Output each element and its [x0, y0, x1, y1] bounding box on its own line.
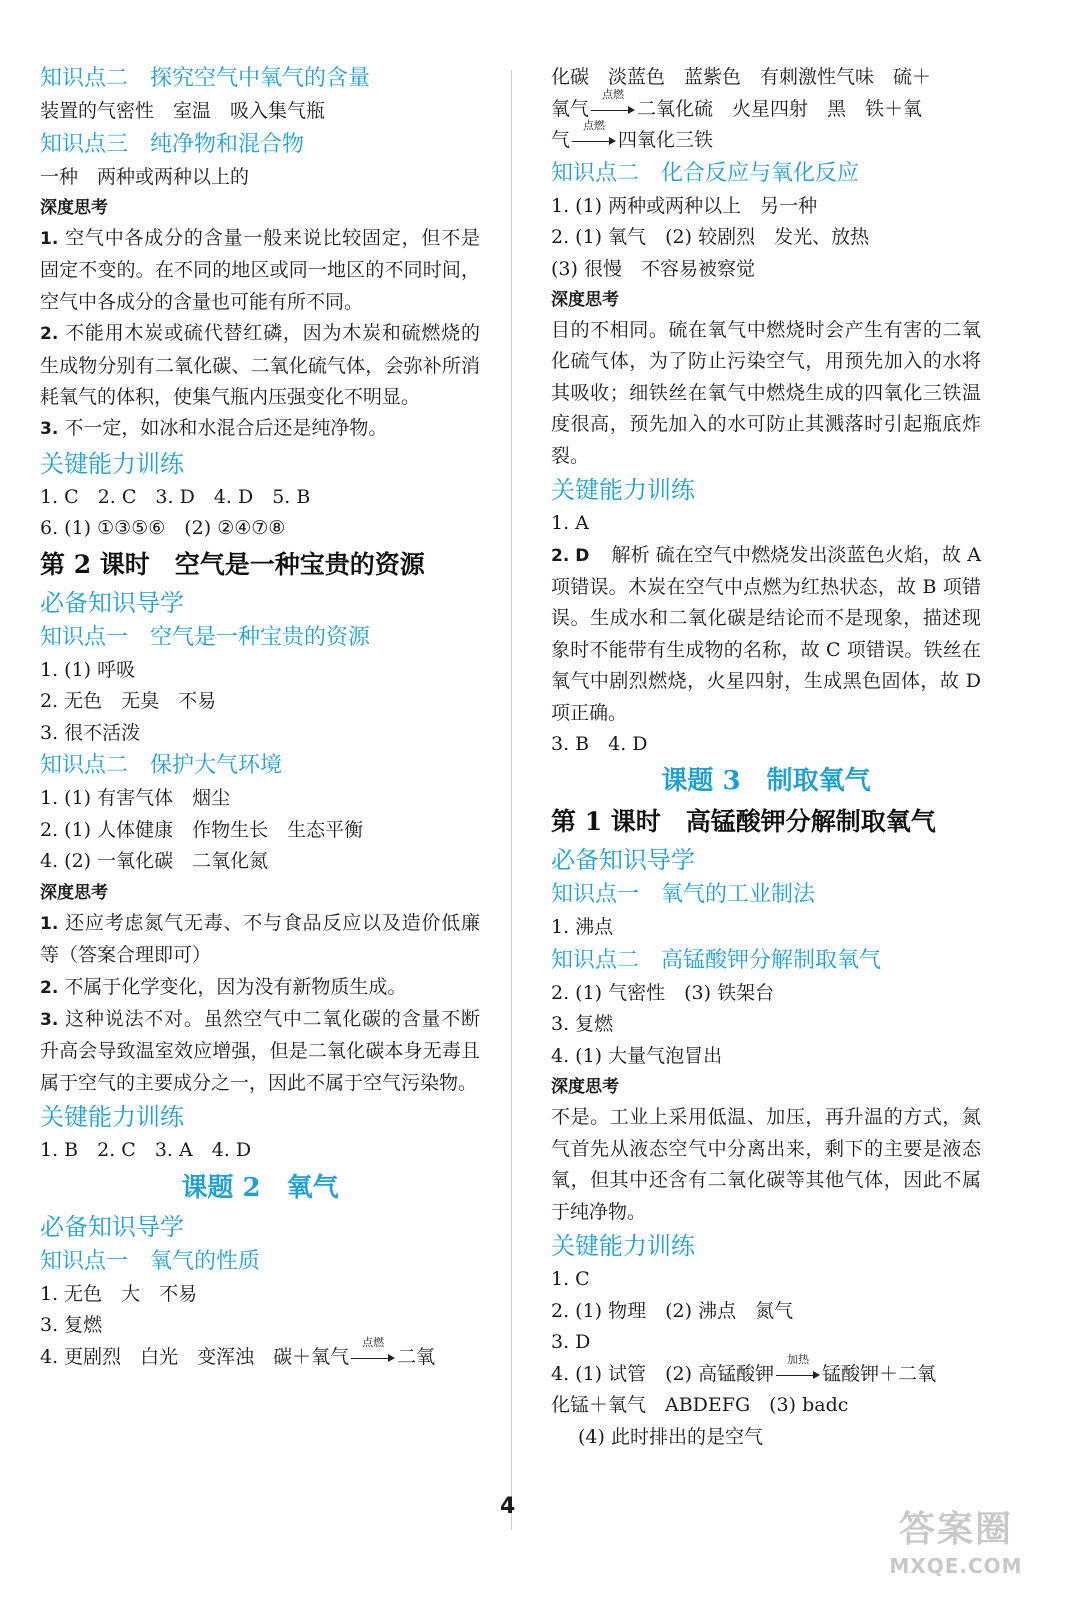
- answer-number: 2. D: [551, 545, 590, 566]
- column-divider: [511, 70, 512, 1530]
- equation-product: 二氧化硫 火星四射 黑 铁＋氧: [637, 97, 923, 120]
- key-ability-answer-2: [551, 540, 981, 729]
- reaction-arrow-icon: [776, 1352, 820, 1382]
- kp2-answer-1: 1. (1) 两种或两种以上 另一种: [551, 194, 818, 217]
- deep-thinking-answer-1: [40, 908, 480, 972]
- answer-text: 不一定，如冰和水混合后还是纯净物。: [64, 417, 388, 440]
- continued-line-3: [551, 119, 981, 157]
- continued-line-1: 化碳 淡蓝色 蓝紫色 有刺激性气味 硫＋: [551, 66, 932, 88]
- answer-text: 还应考虑氮气无毒、不与食品反应以及造价低廉等（答案合理即可）: [40, 911, 480, 967]
- answer-text: 不属于化学变化，因为没有新物质生成。: [64, 975, 407, 998]
- knowledge-guide-heading: 必备知识导学: [551, 846, 695, 875]
- kp2b-heading: 知识点二 高锰酸钾分解制取氧气: [551, 947, 882, 973]
- kp3-heading: 知识点三 纯净物和混合物: [40, 131, 305, 157]
- key-ability-answer-3: 3. B 4. D: [551, 732, 648, 755]
- deep-thinking-answer-1: [40, 223, 480, 318]
- kp1-heading: 知识点一 氧气的工业制法: [551, 882, 816, 908]
- answer-number: 2.: [40, 324, 59, 345]
- deep-thinking-heading: 深度思考: [551, 290, 619, 310]
- kp2-answer-2: 2. (1) 氧气 (2) 较剧烈 发光、放热: [551, 226, 870, 248]
- deep-thinking-heading: 深度思考: [551, 1077, 619, 1098]
- reaction-condition: 加热: [787, 1352, 810, 1366]
- page-number: 4: [500, 1494, 516, 1519]
- knowledge-guide-heading: 必备知识导学: [40, 588, 184, 617]
- key-ability-heading: 关键能力训练: [551, 1232, 695, 1261]
- key-ability-answers-b: 6. (1) ①③⑤⑥ (2) ②④⑦⑧: [40, 517, 286, 540]
- kp1c-heading: 知识点一 氧气的性质: [40, 1248, 261, 1274]
- kp1-answer-1: 1. (1) 呼吸: [40, 658, 136, 681]
- equation-text: 气: [551, 129, 571, 151]
- kp2b-answer-2: 2. (1) 人体健康 作物生长 生态平衡: [40, 818, 364, 841]
- equation-text: 4. 更剧烈 白光 变浑浊 碳＋氧气: [40, 1345, 350, 1368]
- kp1c-answer-3: 3. 复燃: [40, 1314, 103, 1337]
- deep-thinking-heading: 深度思考: [40, 198, 108, 218]
- kp2-heading: 知识点二 探究空气中氧气的含量: [40, 66, 371, 91]
- lesson-1-title: 第 1 课时 高锰酸钾分解制取氧气: [551, 807, 936, 837]
- left-column: [40, 62, 480, 1373]
- deep-thinking-answer-2: [40, 972, 480, 1004]
- answer-number: 3.: [40, 419, 59, 440]
- equation-product: 锰酸钾＋二氧: [822, 1362, 937, 1385]
- key-ability-heading: 关键能力训练: [40, 449, 184, 478]
- knowledge-guide-heading: 必备知识导学: [40, 1212, 184, 1241]
- key-ability-heading: 关键能力训练: [551, 476, 695, 505]
- key-ability-answer-1: 1. C: [551, 1268, 590, 1291]
- reaction-condition: 点燃: [602, 87, 625, 101]
- answer-text: 空气中各成分的含量一般来说比较固定，但不是固定不变的。在不同的地区或同一地区的不同时间，空气中各成分的含量也可能有所不同。: [40, 227, 480, 313]
- answer-number: 1.: [40, 229, 59, 249]
- analysis-text: 硫在空气中燃烧发出淡蓝色火焰，故 A 项错误。木炭在空气中点燃为红热状态，故 B 项错误。生成水和二氧化碳是结论而不是现象，描述现象时不能带有生成物的名称，故 C 项错误。铁丝在氧气中剧烈燃烧，火星四射，生成黑色固体，故 D 项正确。: [551, 543, 981, 724]
- kp1-answer-3: 3. 很不活泼: [40, 721, 141, 744]
- lesson-2-title: 第 2 课时 空气是一种宝贵的资源: [40, 549, 425, 579]
- key-ability-answer-3: 3. D: [551, 1331, 591, 1354]
- watermark-logo-text: 答案圈: [898, 1509, 1013, 1550]
- kp2b-heading: 知识点二 保护大气环境: [40, 753, 283, 779]
- right-column: [551, 62, 981, 1453]
- kp1c-answer-4: [40, 1335, 480, 1374]
- kp2-answers: 装置的气密性 室温 吸入集气瓶: [40, 100, 326, 122]
- reaction-arrow-icon: [572, 119, 616, 148]
- watermark-url: MXQE.COM: [889, 1554, 1023, 1578]
- kp2b-answer-4: 4. (1) 大量气泡冒出: [551, 1044, 723, 1067]
- answer-number: 2.: [40, 977, 59, 998]
- kp1-heading: 知识点一 空气是一种宝贵的资源: [40, 624, 371, 650]
- key-ability-answer-1: 1. A: [551, 512, 589, 535]
- key-ability-answers: 1. B 2. C 3. A 4. D: [40, 1139, 252, 1162]
- kp1c-answer-1: 1. 无色 大 不易: [40, 1282, 198, 1305]
- answer-text: 不能用木炭或硫代替红磷，因为木炭和硫燃烧的生成物分别有二氧化碳、二氧化硫气体，会弥补所消耗氧气的体积，使集气瓶内压强变化不明显。: [40, 322, 480, 409]
- deep-thinking-answer-3: [40, 413, 480, 445]
- reaction-condition: 点燃: [583, 119, 606, 132]
- reaction-arrow-icon: [351, 1335, 395, 1365]
- deep-thinking-answer: 不是。工业上采用低温、加压，再升温的方式，氮气首先从液态空气中分离出来，剩下的主要是液态氧，但其中还含有二氧化碳等其他气体，因此不属于纯净物。: [551, 1106, 981, 1223]
- topic-2-title: 课题 2 氧气: [181, 1172, 339, 1203]
- kp1-answer-2: 2. 无色 无臭 不易: [40, 690, 217, 713]
- key-ability-answer-4-cont: 化锰＋氧气 ABDEFG (3) badc: [551, 1394, 849, 1417]
- analysis-label: 解析: [611, 543, 650, 566]
- kp2b-answer-3: 3. 复燃: [551, 1013, 614, 1036]
- reaction-arrow-icon: [591, 87, 635, 117]
- kp2b-answer-2: 2. (1) 气密性 (3) 铁架台: [551, 981, 775, 1004]
- watermark-logo: [858, 1508, 1054, 1592]
- kp2b-answer-1: 1. (1) 有害气体 烟尘: [40, 787, 231, 810]
- topic-3-title: 课题 3 制取氧气: [661, 766, 871, 797]
- answer-number: 1.: [40, 913, 59, 934]
- key-ability-answer-4: [551, 1352, 981, 1391]
- equation-product: 二氧: [397, 1345, 436, 1368]
- deep-thinking-answer-2: [40, 318, 480, 413]
- equation-product: 四氧化三铁: [618, 129, 714, 151]
- key-ability-answer-4-part4: (4) 此时排出的是空气: [578, 1425, 763, 1448]
- deep-thinking-answer: 目的不相同。硫在氧气中燃烧时会产生有害的二氧化硫气体，为了防止污染空气，用预先加入的水将其吸收；细铁丝在氧气中燃烧生成的四氧化三铁温度很高，预先加入的水可防止其溅落时引起瓶底炸裂。: [551, 319, 981, 467]
- key-ability-answers-a: 1. C 2. C 3. D 4. D 5. B: [40, 485, 311, 508]
- deep-thinking-answer-3: [40, 1004, 480, 1099]
- equation-text: 4. (1) 试管 (2) 高锰酸钾: [551, 1362, 775, 1385]
- key-ability-answer-2: 2. (1) 物理 (2) 沸点 氮气: [551, 1299, 794, 1322]
- kp2-heading: 知识点二 化合反应与氧化反应: [551, 160, 860, 186]
- answer-number: 3.: [40, 1010, 59, 1031]
- deep-thinking-heading: 深度思考: [40, 882, 108, 903]
- answer-text: 这种说法不对。虽然空气中二氧化碳的含量不断升高会导致温室效应增强，但是二氧化碳本身无毒且属于空气的主要成分之一，因此不属于空气污染物。: [40, 1008, 480, 1094]
- kp2b-answer-3: 4. (2) 一氧化碳 二氧化氮: [40, 850, 269, 873]
- kp3-answers: 一种 两种或两种以上的: [40, 165, 250, 188]
- reaction-condition: 点燃: [362, 1335, 385, 1349]
- equation-text: 氧气: [551, 97, 590, 120]
- kp2-answer-3: (3) 很慢 不容易被察觉: [551, 257, 755, 280]
- key-ability-heading: 关键能力训练: [40, 1103, 184, 1132]
- kp1-answer-1: 1. 沸点: [551, 916, 614, 939]
